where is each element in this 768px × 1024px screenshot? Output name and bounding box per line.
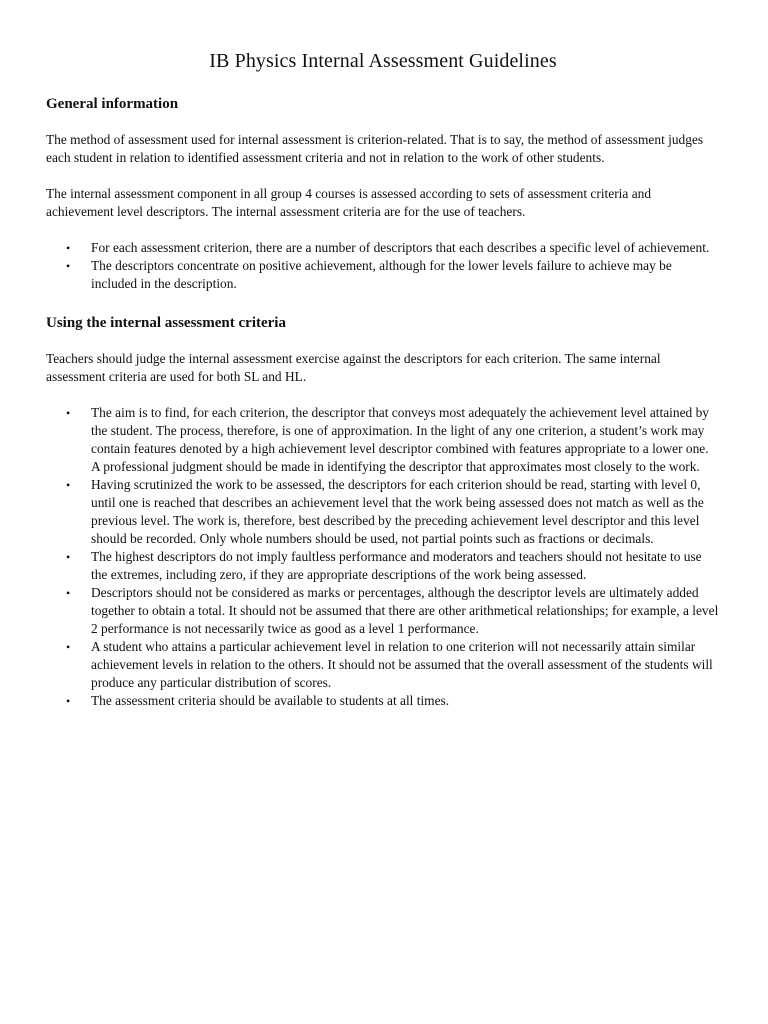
list-item — [46, 476, 720, 548]
paragraph: The internal assessment component in all group 4 courses is assessed according to sets of assessment criteria and achievement level descriptors. The internal assessment criteria are for the use of teachers. — [46, 186, 652, 219]
bullet-list — [46, 404, 720, 710]
list-item — [46, 638, 720, 692]
list-item — [46, 257, 720, 293]
list-item-text: Descriptors should not be considered as marks or percentages, although the descriptor levels are ultimately added together to obtain a total. It should not be assumed that there are other arithmetical relationships; for example, a level 2 performance is not necessarily twice as good as a level 1 performance. — [91, 585, 719, 636]
section-general-information — [46, 94, 720, 293]
document-title: IB Physics Internal Assessment Guidelines — [209, 50, 557, 72]
list-item-text: Having scrutinized the work to be assessed, the descriptors for each criterion should be read, starting with level 0, until one is reached that describes an achievement level that the work being assessed does not match as well as the previous level. The work is, therefore, best described by the preceding achievement level descriptor and this level should be recorded. Only whole numbers should be used, not partial points such as fractions or decimals. — [91, 477, 704, 546]
section-heading: Using the internal assessment criteria — [46, 315, 286, 331]
bullet-icon: • — [66, 550, 71, 564]
list-item-text: A student who attains a particular achievement level in relation to one criterion will not necessarily attain similar achievement levels in relation to the others. It should not be assumed that the overall assessment of the students will produce any particular distribution of scores. — [91, 639, 713, 690]
bullet-icon: • — [66, 640, 71, 654]
list-item-text: The assessment criteria should be available to students at all times. — [91, 693, 450, 708]
list-item — [46, 548, 720, 584]
list-item — [46, 692, 720, 710]
bullet-list — [46, 239, 720, 293]
list-item-text: For each assessment criterion, there are a number of descriptors that each describes a specific level of achievement. — [91, 240, 710, 255]
list-item — [46, 404, 720, 476]
list-item-text: The aim is to find, for each criterion, the descriptor that conveys most adequately the achievement level attained by the student. The process, therefore, is one of approximation. In the light of any one criterion, a student’s work may contain features denoted by a high achievement level descriptor combined with features appropriate to a lower one. A professional judgment should be made in identifying the descriptor that approximates most closely to the work. — [91, 405, 709, 474]
bullet-icon: • — [66, 259, 71, 273]
section-heading: General information — [46, 96, 179, 112]
list-item — [46, 584, 720, 638]
section-using-criteria — [46, 313, 720, 710]
bullet-icon: • — [66, 478, 71, 492]
list-item-text: The descriptors concentrate on positive achievement, although for the lower levels failure to achieve may be included in the description. — [91, 258, 672, 291]
list-item — [46, 239, 720, 257]
paragraph: The method of assessment used for internal assessment is criterion-related. That is to say, the method of assessment judges each student in relation to identified assessment criteria and not in relation to the work of other students. — [46, 132, 704, 165]
bullet-icon: • — [66, 586, 71, 600]
list-item-text: The highest descriptors do not imply faultless performance and moderators and teachers should not hesitate to use the extremes, including zero, if they are appropriate descriptions of the work being assessed. — [91, 549, 702, 582]
bullet-icon: • — [66, 406, 71, 420]
paragraph: Teachers should judge the internal assessment exercise against the descriptors for each criterion. The same internal assessment criteria are used for both SL and HL. — [46, 351, 661, 384]
bullet-icon: • — [66, 241, 71, 255]
bullet-icon: • — [66, 694, 71, 708]
